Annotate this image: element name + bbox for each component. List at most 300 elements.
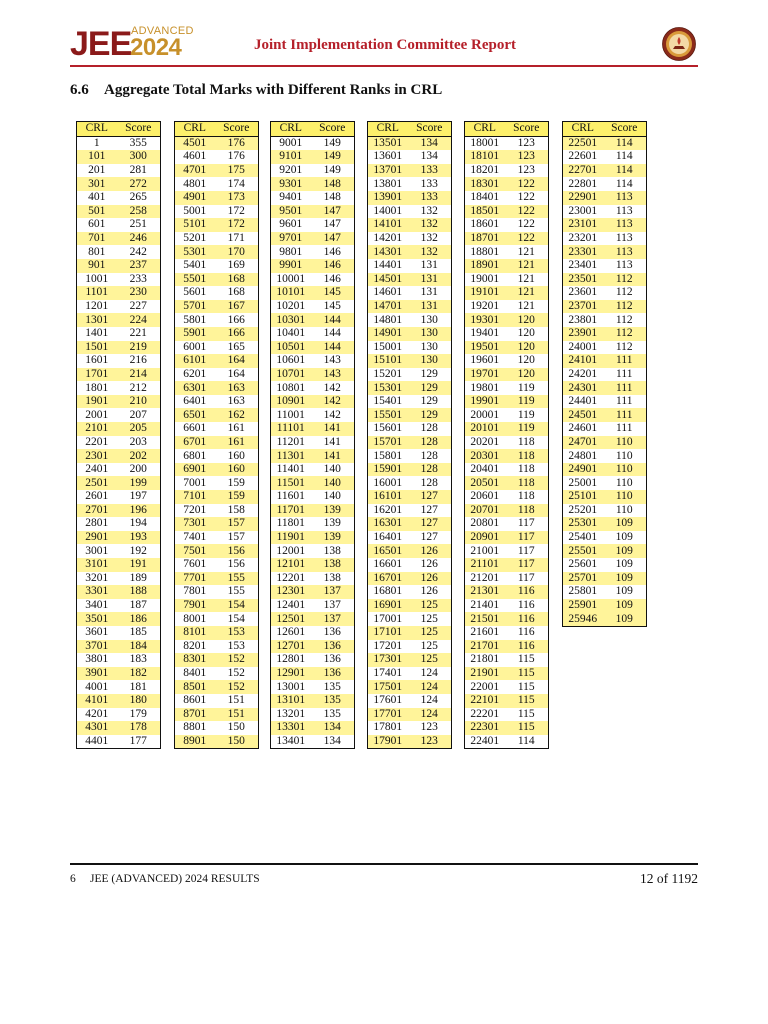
table-row [271, 395, 355, 409]
table-row [271, 449, 355, 463]
score-cell: 212 [117, 381, 161, 395]
table-row [175, 273, 259, 287]
table-row [271, 708, 355, 722]
crl-cell: 22301 [465, 721, 505, 735]
score-cell: 134 [311, 735, 355, 749]
crl-cell: 22601 [563, 150, 603, 164]
table-row [175, 585, 259, 599]
table-row [368, 490, 452, 504]
table-row [175, 205, 259, 219]
table-row [368, 694, 452, 708]
crl-cell: 6901 [175, 463, 215, 477]
crl-cell: 13901 [368, 191, 408, 205]
crl-column-header: CRL [465, 122, 505, 137]
table-row [465, 259, 549, 273]
table-row [563, 177, 647, 191]
crl-cell: 18801 [465, 245, 505, 259]
score-cell: 122 [505, 191, 549, 205]
table-row [77, 653, 161, 667]
score-cell: 150 [215, 721, 259, 735]
score-cell: 168 [215, 273, 259, 287]
score-cell: 145 [311, 286, 355, 300]
crl-cell: 16901 [368, 599, 408, 613]
crl-cell: 5001 [175, 205, 215, 219]
crl-cell: 18901 [465, 259, 505, 273]
table-row [465, 544, 549, 558]
table-row [77, 708, 161, 722]
crl-cell: 7401 [175, 531, 215, 545]
crl-cell: 13501 [368, 136, 408, 150]
score-cell: 128 [408, 422, 452, 436]
table-row [563, 463, 647, 477]
crl-cell: 21401 [465, 599, 505, 613]
table-row [563, 150, 647, 164]
crl-cell: 6801 [175, 449, 215, 463]
table-row [271, 544, 355, 558]
table-row [368, 313, 452, 327]
score-cell: 113 [603, 205, 647, 219]
table-row [368, 286, 452, 300]
crl-cell: 12201 [271, 572, 311, 586]
score-cell: 149 [311, 136, 355, 150]
score-cell: 153 [215, 640, 259, 654]
crl-cell: 18401 [465, 191, 505, 205]
score-cell: 132 [408, 245, 452, 259]
score-cell: 112 [603, 286, 647, 300]
table-row [271, 476, 355, 490]
table-row [563, 300, 647, 314]
crl-cell: 2701 [77, 504, 117, 518]
table-row [563, 259, 647, 273]
table-row [271, 653, 355, 667]
table-row [77, 436, 161, 450]
table-row [77, 218, 161, 232]
crl-cell: 5901 [175, 327, 215, 341]
crl-cell: 21001 [465, 544, 505, 558]
table-row [465, 218, 549, 232]
crl-cell: 10301 [271, 313, 311, 327]
crl-cell: 8901 [175, 735, 215, 749]
table-row [175, 177, 259, 191]
table-row [563, 558, 647, 572]
table-row [271, 313, 355, 327]
score-cell: 140 [311, 463, 355, 477]
table-row [77, 177, 161, 191]
crl-cell: 11001 [271, 408, 311, 422]
crl-cell: 14001 [368, 205, 408, 219]
crl-cell: 11801 [271, 517, 311, 531]
table-row [465, 558, 549, 572]
table-row [77, 150, 161, 164]
crl-cell: 23601 [563, 286, 603, 300]
score-cell: 110 [603, 463, 647, 477]
table-row [77, 721, 161, 735]
crl-cell: 17301 [368, 653, 408, 667]
score-cell: 128 [408, 449, 452, 463]
crl-cell: 15001 [368, 341, 408, 355]
table-row [175, 708, 259, 722]
score-cell: 144 [311, 327, 355, 341]
score-cell: 170 [215, 245, 259, 259]
crl-cell: 11501 [271, 476, 311, 490]
score-cell: 109 [603, 599, 647, 613]
score-cell: 112 [603, 273, 647, 287]
score-cell: 141 [311, 449, 355, 463]
score-cell: 152 [215, 667, 259, 681]
crl-cell: 20001 [465, 408, 505, 422]
table-row [368, 626, 452, 640]
score-cell: 143 [311, 354, 355, 368]
score-cell: 163 [215, 381, 259, 395]
crl-cell: 23201 [563, 232, 603, 246]
score-cell: 114 [603, 136, 647, 150]
table-row [368, 232, 452, 246]
crl-cell: 16201 [368, 504, 408, 518]
crl-cell: 10801 [271, 381, 311, 395]
score-cell: 141 [311, 436, 355, 450]
table-row [271, 218, 355, 232]
score-cell: 115 [505, 667, 549, 681]
table-row [175, 572, 259, 586]
page-header [0, 0, 768, 70]
score-cell: 141 [311, 422, 355, 436]
table-row [175, 232, 259, 246]
score-cell: 124 [408, 667, 452, 681]
crl-cell: 901 [77, 259, 117, 273]
score-cell: 121 [505, 273, 549, 287]
score-cell: 142 [311, 408, 355, 422]
crl-cell: 7601 [175, 558, 215, 572]
crl-cell: 20401 [465, 463, 505, 477]
table-row [175, 626, 259, 640]
crl-cell: 12901 [271, 667, 311, 681]
crl-cell: 2201 [77, 436, 117, 450]
crl-cell: 16501 [368, 544, 408, 558]
score-cell: 114 [505, 735, 549, 749]
score-cell: 112 [603, 341, 647, 355]
score-cell: 265 [117, 191, 161, 205]
score-cell: 130 [408, 313, 452, 327]
table-row [175, 680, 259, 694]
score-cell: 136 [311, 640, 355, 654]
score-cell: 200 [117, 463, 161, 477]
crl-cell: 4601 [175, 150, 215, 164]
logo-year-text: 2024 [130, 34, 182, 61]
table-row [465, 313, 549, 327]
score-cell: 122 [505, 205, 549, 219]
score-cell: 126 [408, 572, 452, 586]
crl-cell: 4101 [77, 694, 117, 708]
crl-cell: 21601 [465, 626, 505, 640]
score-cell: 121 [505, 245, 549, 259]
crl-cell: 2101 [77, 422, 117, 436]
crl-cell: 16101 [368, 490, 408, 504]
score-cell: 221 [117, 327, 161, 341]
header-rule [70, 65, 698, 67]
table-row [563, 517, 647, 531]
table-row [465, 449, 549, 463]
score-cell: 111 [603, 381, 647, 395]
crl-cell: 11201 [271, 436, 311, 450]
crl-cell: 22101 [465, 694, 505, 708]
crl-cell: 15701 [368, 436, 408, 450]
table-row [563, 136, 647, 150]
table-row [563, 381, 647, 395]
score-cell: 159 [215, 476, 259, 490]
crl-cell: 12701 [271, 640, 311, 654]
crl-cell: 3501 [77, 612, 117, 626]
crl-cell: 25801 [563, 585, 603, 599]
crl-table [562, 121, 647, 627]
crl-cell: 11301 [271, 449, 311, 463]
table-row [368, 436, 452, 450]
crl-cell: 5801 [175, 313, 215, 327]
table-row [465, 245, 549, 259]
score-cell: 116 [505, 599, 549, 613]
table-row [465, 150, 549, 164]
table-row [271, 259, 355, 273]
score-cell: 117 [505, 517, 549, 531]
score-cell: 124 [408, 694, 452, 708]
score-cell: 136 [311, 653, 355, 667]
score-cell: 138 [311, 572, 355, 586]
score-cell: 116 [505, 640, 549, 654]
crl-cell: 23901 [563, 327, 603, 341]
crl-cell: 9801 [271, 245, 311, 259]
section-title: Aggregate Total Marks with Different Ranks in CRL [104, 82, 443, 98]
score-cell: 117 [505, 531, 549, 545]
crl-cell: 25601 [563, 558, 603, 572]
table-row [368, 395, 452, 409]
score-cell: 154 [215, 599, 259, 613]
table-row [175, 463, 259, 477]
score-cell: 135 [311, 708, 355, 722]
table-row [175, 327, 259, 341]
score-cell: 150 [215, 735, 259, 749]
table-row [77, 191, 161, 205]
table-row [77, 558, 161, 572]
table-row [271, 599, 355, 613]
crl-cell: 25301 [563, 517, 603, 531]
table-row [465, 286, 549, 300]
crl-cell: 23501 [563, 273, 603, 287]
crl-cell: 25501 [563, 544, 603, 558]
table-row [465, 680, 549, 694]
crl-cell: 3101 [77, 558, 117, 572]
crl-cell: 15501 [368, 408, 408, 422]
crl-cell: 14601 [368, 286, 408, 300]
crl-cell: 11401 [271, 463, 311, 477]
score-cell: 117 [505, 558, 549, 572]
table-row [465, 327, 549, 341]
crl-cell: 17501 [368, 680, 408, 694]
table-row [77, 300, 161, 314]
crl-cell: 23701 [563, 300, 603, 314]
report-title: Joint Implementation Committee Report [254, 37, 517, 53]
crl-cell: 22801 [563, 177, 603, 191]
table-row [465, 735, 549, 749]
score-cell: 143 [311, 368, 355, 382]
table-row [368, 476, 452, 490]
crl-cell: 20601 [465, 490, 505, 504]
crl-cell: 18501 [465, 205, 505, 219]
table-row [465, 381, 549, 395]
table-row [368, 558, 452, 572]
crl-cell: 15301 [368, 381, 408, 395]
crl-cell: 19201 [465, 300, 505, 314]
score-cell: 161 [215, 422, 259, 436]
crl-cell: 10101 [271, 286, 311, 300]
crl-cell: 2501 [77, 476, 117, 490]
crl-cell: 19301 [465, 313, 505, 327]
crl-cell: 16701 [368, 572, 408, 586]
table-row [368, 680, 452, 694]
crl-cell: 1801 [77, 381, 117, 395]
score-cell: 166 [215, 327, 259, 341]
crl-cell: 5601 [175, 286, 215, 300]
score-cell: 116 [505, 585, 549, 599]
crl-cell: 19801 [465, 381, 505, 395]
crl-cell: 14701 [368, 300, 408, 314]
table-row [77, 354, 161, 368]
crl-cell: 18001 [465, 136, 505, 150]
crl-cell: 17801 [368, 721, 408, 735]
score-cell: 156 [215, 544, 259, 558]
table-row [175, 436, 259, 450]
table-row [77, 408, 161, 422]
table-row [271, 232, 355, 246]
table-row [465, 341, 549, 355]
crl-cell: 17901 [368, 735, 408, 749]
table-row [368, 517, 452, 531]
score-cell: 138 [311, 544, 355, 558]
score-cell: 129 [408, 395, 452, 409]
score-cell: 124 [408, 680, 452, 694]
crl-cell: 20801 [465, 517, 505, 531]
table-row [175, 341, 259, 355]
table-row [563, 327, 647, 341]
table-row [563, 232, 647, 246]
crl-cell: 19001 [465, 273, 505, 287]
table-row [175, 245, 259, 259]
score-cell: 210 [117, 395, 161, 409]
crl-cell: 22401 [465, 735, 505, 749]
crl-cell: 10701 [271, 368, 311, 382]
table-row [465, 667, 549, 681]
score-cell: 137 [311, 585, 355, 599]
crl-cell: 9901 [271, 259, 311, 273]
table-row [175, 313, 259, 327]
crl-cell: 9101 [271, 150, 311, 164]
table-row [175, 653, 259, 667]
table-row [563, 572, 647, 586]
score-cell: 118 [505, 449, 549, 463]
table-row [175, 300, 259, 314]
score-cell: 145 [311, 300, 355, 314]
table-row [368, 667, 452, 681]
score-cell: 126 [408, 558, 452, 572]
score-cell: 113 [603, 232, 647, 246]
score-cell: 121 [505, 259, 549, 273]
score-cell: 133 [408, 191, 452, 205]
table-row [368, 653, 452, 667]
table-row [271, 205, 355, 219]
table-row [563, 245, 647, 259]
table-row [271, 531, 355, 545]
table-row [271, 517, 355, 531]
score-cell: 123 [408, 735, 452, 749]
score-cell: 272 [117, 177, 161, 191]
score-cell: 118 [505, 504, 549, 518]
table-row [465, 422, 549, 436]
table-row [271, 150, 355, 164]
score-cell: 139 [311, 504, 355, 518]
score-cell: 119 [505, 381, 549, 395]
crl-column-header: CRL [563, 122, 603, 137]
score-cell: 131 [408, 286, 452, 300]
table-row [465, 504, 549, 518]
crl-cell: 24201 [563, 368, 603, 382]
crl-cell: 10001 [271, 273, 311, 287]
score-cell: 174 [215, 177, 259, 191]
table-row [175, 694, 259, 708]
table-row [563, 585, 647, 599]
table-row [271, 572, 355, 586]
score-cell: 109 [603, 558, 647, 572]
crl-cell: 12301 [271, 585, 311, 599]
score-cell: 120 [505, 327, 549, 341]
crl-cell: 3601 [77, 626, 117, 640]
crl-cell: 8001 [175, 612, 215, 626]
footer-running-title: JEE (ADVANCED) 2024 RESULTS [90, 873, 260, 885]
score-cell: 123 [505, 136, 549, 150]
crl-cell: 11901 [271, 531, 311, 545]
crl-cell: 19701 [465, 368, 505, 382]
table-row [271, 164, 355, 178]
table-row [465, 436, 549, 450]
score-cell: 116 [505, 626, 549, 640]
score-cell: 142 [311, 381, 355, 395]
score-cell: 233 [117, 273, 161, 287]
table-row [271, 341, 355, 355]
table-row [563, 395, 647, 409]
crl-cell: 20101 [465, 422, 505, 436]
score-cell: 173 [215, 191, 259, 205]
table-row [77, 463, 161, 477]
crl-cell: 15901 [368, 463, 408, 477]
section-number: 6.6 [70, 82, 89, 98]
crl-cell: 22701 [563, 164, 603, 178]
table-row [175, 517, 259, 531]
score-cell: 127 [408, 504, 452, 518]
table-row [271, 381, 355, 395]
table-row [175, 476, 259, 490]
score-cell: 123 [408, 721, 452, 735]
score-cell: 112 [603, 300, 647, 314]
crl-cell: 24801 [563, 449, 603, 463]
score-cell: 151 [215, 708, 259, 722]
score-cell: 156 [215, 558, 259, 572]
table-row [77, 313, 161, 327]
table-row [77, 395, 161, 409]
table-row [368, 177, 452, 191]
crl-cell: 6201 [175, 368, 215, 382]
table-row [77, 164, 161, 178]
crl-cell: 601 [77, 218, 117, 232]
crl-cell: 4901 [175, 191, 215, 205]
crl-cell: 21201 [465, 572, 505, 586]
score-cell: 127 [408, 517, 452, 531]
